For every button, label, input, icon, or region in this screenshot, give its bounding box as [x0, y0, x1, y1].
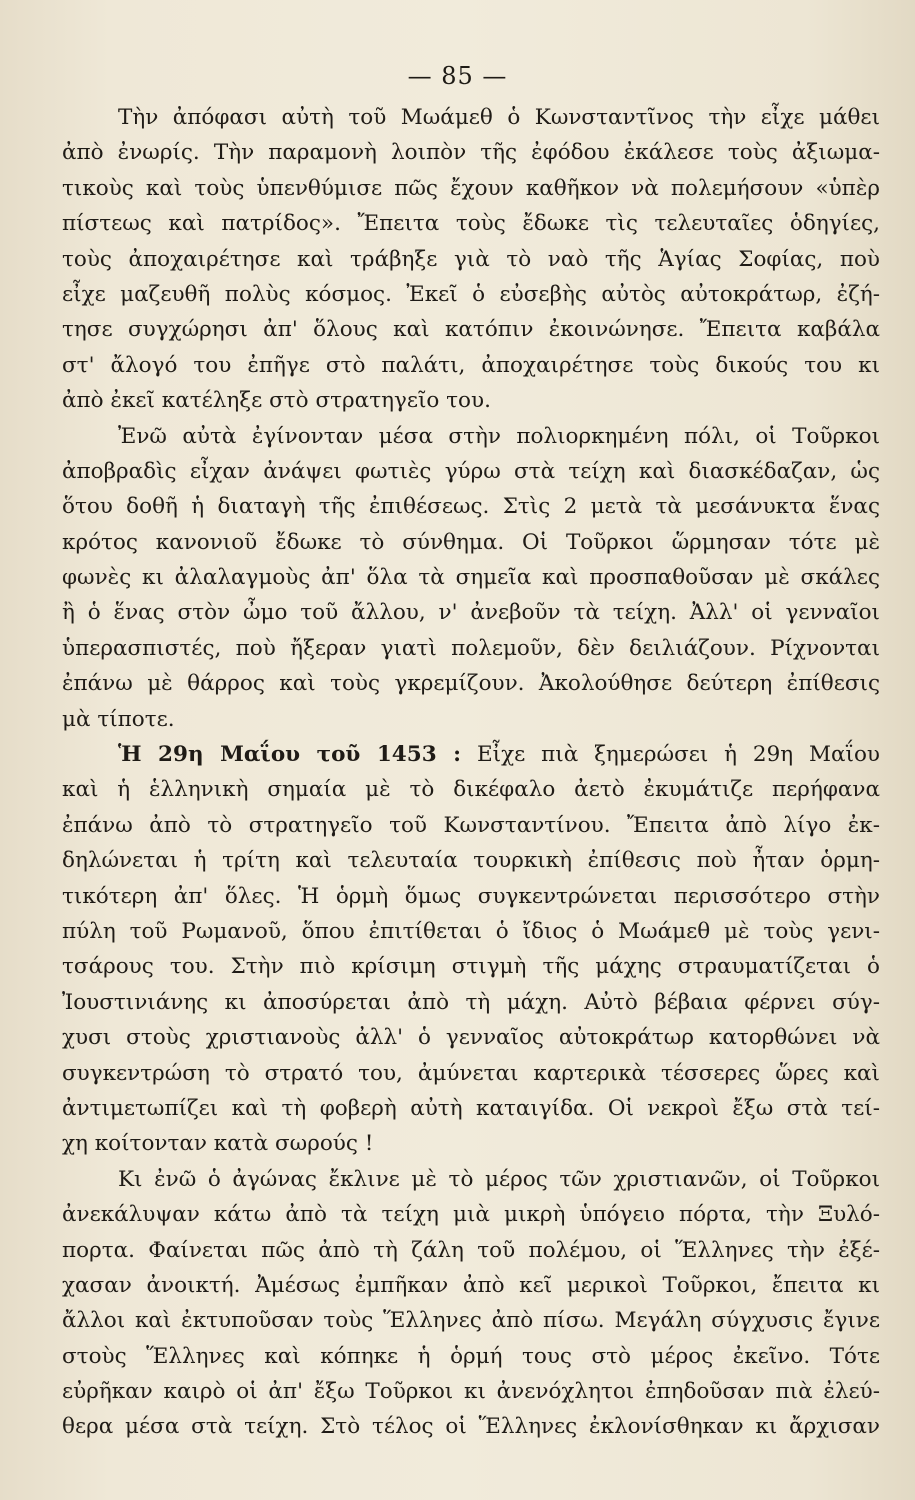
text-line: Ἰουστινιάνης κι ἀποσύρεται ἀπὸ τὴ μάχη. Αὐτὸ βέβαια φέρνει σύγ-: [62, 989, 880, 1015]
text-line: ἀντιμετωπίζει καὶ τὴ φοβερὴ αὐτὴ καταιγίδα. Οἱ νεκροὶ ἔξω στὰ τεί-: [62, 1095, 880, 1121]
text-line: ἀποβραδὶς εἶχαν ἀνάψει φωτιὲς γύρω στὰ τείχη καὶ διασκέδαζαν, ὡς: [62, 458, 880, 484]
text-line: στοὺς Ἕλληνες καὶ κόπηκε ἡ ὁρμή τους στὸ μέρος ἐκεῖνο. Τότε: [62, 1343, 880, 1369]
text-line: πύλη τοῦ Ρωμανοῦ, ὅπου ἐπιτίθεται ὁ ἴδιος ὁ Μωάμεθ μὲ τοὺς γενι-: [62, 918, 880, 944]
text-line: στ' ἄλογό του ἐπῆγε στὸ παλάτι, ἀποχαιρέτησε τοὺς δικούς του κι: [62, 352, 880, 378]
page-number: — 85 —: [407, 62, 508, 90]
text-line: ἐπάνω ἀπὸ τὸ στρατηγεῖο τοῦ Κωνσταντίνου. Ἔπειτα ἀπὸ λίγο ἐκ-: [62, 812, 880, 838]
text-line: τικοὺς καὶ τοὺς ὑπενθύμισε πῶς ἔχουν καθῆκον νὰ πολεμήσουν «ὑπὲρ: [62, 175, 880, 201]
text-line: [62, 737, 880, 772]
line-continuation: Εἶχε πιὰ ξημερώσει ἡ 29η Μαΐου: [461, 742, 880, 768]
text-line: μὰ τίποτε.: [62, 706, 175, 732]
text-line: δηλώνεται ἡ τρίτη καὶ τελευταία τουρκικὴ ἐπίθεσις ποὺ ἦταν ὁρμη-: [62, 848, 880, 874]
text-line: τσάρους του. Στὴν πιὸ κρίσιμη στιγμὴ τῆς μάχης στραυματίζεται ὁ: [62, 954, 880, 980]
text-line: φωνὲς κι ἀλαλαγμοὺς ἀπ' ὅλα τὰ σημεῖα καὶ προσπαθοῦσαν μὲ σκάλες: [62, 565, 880, 591]
text-line: τικότερη ἀπ' ὅλες. Ἡ ὁρμὴ ὅμως συγκεντρώνεται περισσότερο στὴν: [62, 883, 880, 909]
text-line: πορτα. Φαίνεται πῶς ἀπὸ τὴ ζάλη τοῦ πολέμου, οἱ Ἕλληνες τὴν ἐξέ-: [62, 1237, 880, 1263]
text-line: θερα μέσα στὰ τείχη. Στὸ τέλος οἱ Ἕλληνες ἐκλονίσθηκαν κι ἄρχισαν: [62, 1414, 880, 1440]
text-line: συγκεντρώση τὸ στρατό του, ἀμύνεται καρτερικὰ τέσσερες ὥρες καὶ: [62, 1060, 880, 1086]
text-line: ὑπερασπιστές, ποὺ ἤξεραν γιατὶ πολεμοῦν, δὲν δειλιάζουν. Ρίχνονται: [62, 635, 880, 661]
text-line: τησε συγχώρησι ἀπ' ὅλους καὶ κατόπιν ἐκοινώνησε. Ἔπειτα καβάλα: [62, 317, 880, 343]
text-line: Τὴν ἀπόφασι αὐτὴ τοῦ Μωάμεθ ὁ Κωνσταντῖνος τὴν εἶχε μάθει: [118, 105, 880, 130]
text-line: κρότος κανονιοῦ ἔδωκε τὸ σύνθημα. Οἱ Τοῦρκοι ὥρμησαν τότε μὲ: [62, 529, 880, 555]
text-line: ἀνεκάλυψαν κάτω ἀπὸ τὰ τείχη μιὰ μικρὴ ὑπόγειο πόρτα, τὴν Ξυλό-: [62, 1202, 880, 1228]
text-line: εἶχε μαζευθῆ πολὺς κόσμος. Ἐκεῖ ὁ εὐσεβὴς αὐτὸς αὐτοκράτωρ, ἐζή-: [62, 281, 880, 307]
text-line: Ἐνῶ αὐτὰ ἐγίνονταν μέσα στὴν πολιορκημένη πόλι, οἱ Τοῦρκοι: [118, 423, 880, 449]
text-line: Κι ἐνῶ ὁ ἀγώνας ἔκλινε μὲ τὸ μέρος τῶν χριστιανῶν, οἱ Τοῦρκοι: [118, 1166, 880, 1192]
text-line: καὶ ἡ ἑλληνικὴ σημαία μὲ τὸ δικέφαλο ἀετὸ ἐκυμάτιζε περήφανα: [62, 777, 880, 803]
text-line: ἀπὸ ἐκεῖ κατέληξε στὸ στρατηγεῖο του.: [62, 388, 491, 414]
text-line: τοὺς ἀποχαιρέτησε καὶ τράβηξε γιὰ τὸ ναὸ τῆς Ἁγίας Σοφίας, ποὺ: [62, 246, 880, 272]
text-line: χυσι στοὺς χριστιανοὺς ἀλλ' ὁ γενναῖος αὐτοκράτωρ κατορθώνει νὰ: [62, 1025, 880, 1051]
text-line: χασαν ἀνοικτή. Ἀμέσως ἐμπῆκαν ἀπὸ κεῖ μερικοὶ Τοῦρκοι, ἔπειτα κι: [62, 1272, 880, 1298]
text-line: ἐπάνω μὲ θάρρος καὶ τοὺς γκρεμίζουν. Ἀκολούθησε δεύτερη ἐπίθεσις: [62, 671, 880, 697]
text-line: ἀπὸ ἐνωρίς. Τὴν παραμονὴ λοιπὸν τῆς ἐφόδου ἐκάλεσε τοὺς ἀξιωμα-: [62, 140, 880, 166]
section-heading: Ἡ 29η Μαΐου τοῦ 1453 :: [118, 742, 462, 768]
text-line: ἄλλοι καὶ ἐκτυποῦσαν τοὺς Ἕλληνες ἀπὸ πίσω. Μεγάλη σύγχυσις ἔγινε: [62, 1308, 880, 1334]
text-line: πίστεως καὶ πατρίδος». Ἔπειτα τοὺς ἔδωκε τὶς τελευταῖες ὁδηγίες,: [62, 211, 880, 237]
text-line: ὅτου δοθῆ ἡ διαταγὴ τῆς ἐπιθέσεως. Στὶς 2 μετὰ τὰ μεσάνυκτα ἕνας: [62, 494, 880, 520]
body-text: [62, 100, 880, 1445]
text-line: χη κοίτονταν κατὰ σωρούς !: [62, 1131, 374, 1157]
text-line: εὐρῆκαν καιρὸ οἱ ἀπ' ἔξω Τοῦρκοι κι ἀνενόχλητοι ἐπηδοῦσαν πιὰ ἐλεύ-: [62, 1379, 880, 1405]
text-line: ἢ ὁ ἕνας στὸν ὦμο τοῦ ἄλλου, ν' ἀνεβοῦν τὰ τείχη. Ἀλλ' οἱ γενναῖοι: [62, 600, 880, 626]
